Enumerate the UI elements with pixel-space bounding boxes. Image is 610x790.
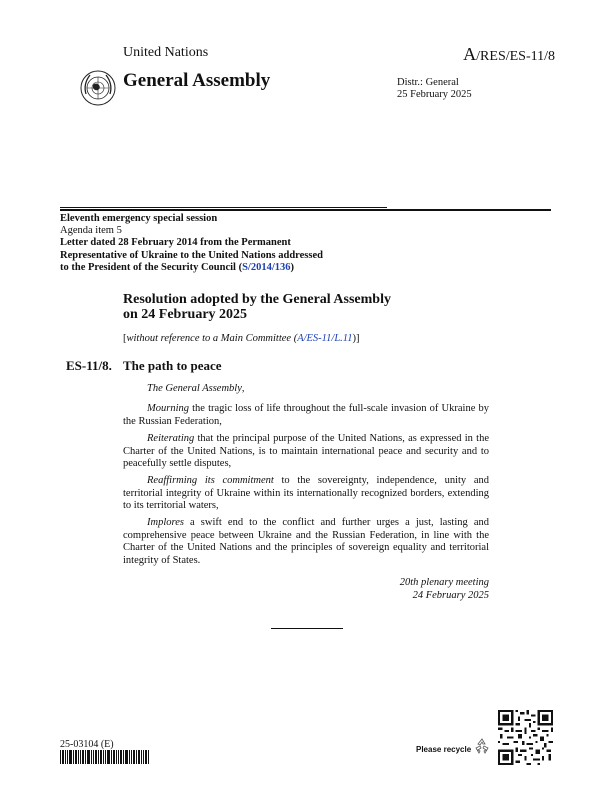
signature-date: 24 February 2025 — [412, 589, 489, 601]
paragraph-4 — [123, 475, 489, 513]
security-council-link[interactable]: S/2014/136 — [242, 261, 291, 273]
paragraph-1 — [123, 383, 489, 396]
letter-line-3 — [60, 262, 380, 274]
distr-label: Distr.: General — [397, 77, 459, 88]
resolution-heading-line-2: on 24 February 2025 — [123, 307, 248, 322]
paragraph-text: that the principal purpose of the United Nations, as expressed in the Charter of the United Nations, is to maintain international peace and security and to peacefully settle disputes, — [123, 433, 489, 469]
barcode-icon — [60, 750, 150, 764]
paragraph-text: the tragic loss of life throughout the full-scale invasion of Ukraine by the Russian Federation, — [123, 403, 489, 427]
paragraph-5 — [123, 517, 489, 567]
paragraph-lead: The General Assembly — [147, 383, 242, 394]
divider-thin — [60, 207, 387, 208]
letter-line-1: Letter dated 28 February 2014 from the Permanent — [60, 237, 291, 249]
session-name: Eleventh emergency special session — [60, 213, 218, 224]
symbol-rest: /RES/ES-11/8 — [476, 49, 555, 64]
page-title: General Assembly — [123, 70, 271, 91]
agenda-item: Agenda item 5 — [60, 225, 122, 237]
distr-date: 25 February 2025 — [397, 89, 472, 100]
session-block — [60, 213, 380, 274]
document-number: 25-03104 (E) — [60, 739, 114, 750]
paragraph-text: to the sovereignty, independence, unity and territorial integrity of Ukraine within its internationally recognized borders, extending to its territorial waters, — [123, 475, 490, 511]
resolution-title: The path to peace — [123, 358, 222, 373]
plenary-meeting: 20th plenary meeting — [399, 577, 489, 588]
letter-line-3-text: to the President of the Security Council ( — [60, 261, 243, 273]
divider-thick — [60, 209, 551, 211]
letter-line-2: Representative of Ukraine to the United Nations addressed — [60, 249, 323, 261]
committee-text: without reference to a Main Committee ( — [126, 333, 298, 344]
paragraph-lead: Implores — [147, 517, 184, 528]
signature-block — [400, 577, 489, 602]
committee-close: )] — [352, 333, 360, 344]
resolution-heading-line-1: Resolution adopted by the General Assembly — [123, 292, 391, 307]
committee-reference — [123, 333, 360, 344]
organization-name: United Nations — [123, 45, 209, 60]
qr-code-icon — [498, 710, 553, 765]
document-symbol — [463, 44, 555, 65]
resolution-number: ES-11/8. — [66, 358, 112, 373]
recycle-icon — [474, 738, 490, 754]
recycle-label: Please recycle — [416, 745, 472, 754]
resolution-heading — [123, 292, 391, 322]
paragraph-3 — [123, 433, 489, 471]
paragraph-text: , — [241, 383, 245, 394]
paragraph-lead: Reiterating — [147, 433, 195, 444]
paragraph-text: a swift end to the conflict and further urges a just, lasting and comprehensive peace between Ukraine and the Russian Federation, in line with the Charter of the United Nations and the principles of sovereign equality and territorial integrity of States. — [123, 517, 489, 566]
paragraph-2 — [123, 403, 489, 428]
committee-open: [ — [123, 333, 127, 344]
distribution-info — [397, 77, 472, 101]
paragraph-lead: Mourning — [147, 403, 189, 414]
symbol-prefix: A — [463, 44, 477, 64]
draft-resolution-link[interactable]: A/ES-11/L.11 — [297, 333, 353, 344]
paragraph-lead: Reaffirming its commitment — [147, 475, 274, 486]
end-rule — [271, 628, 343, 629]
letter-line-3-end: ) — [290, 261, 295, 273]
un-emblem-icon — [80, 70, 116, 106]
